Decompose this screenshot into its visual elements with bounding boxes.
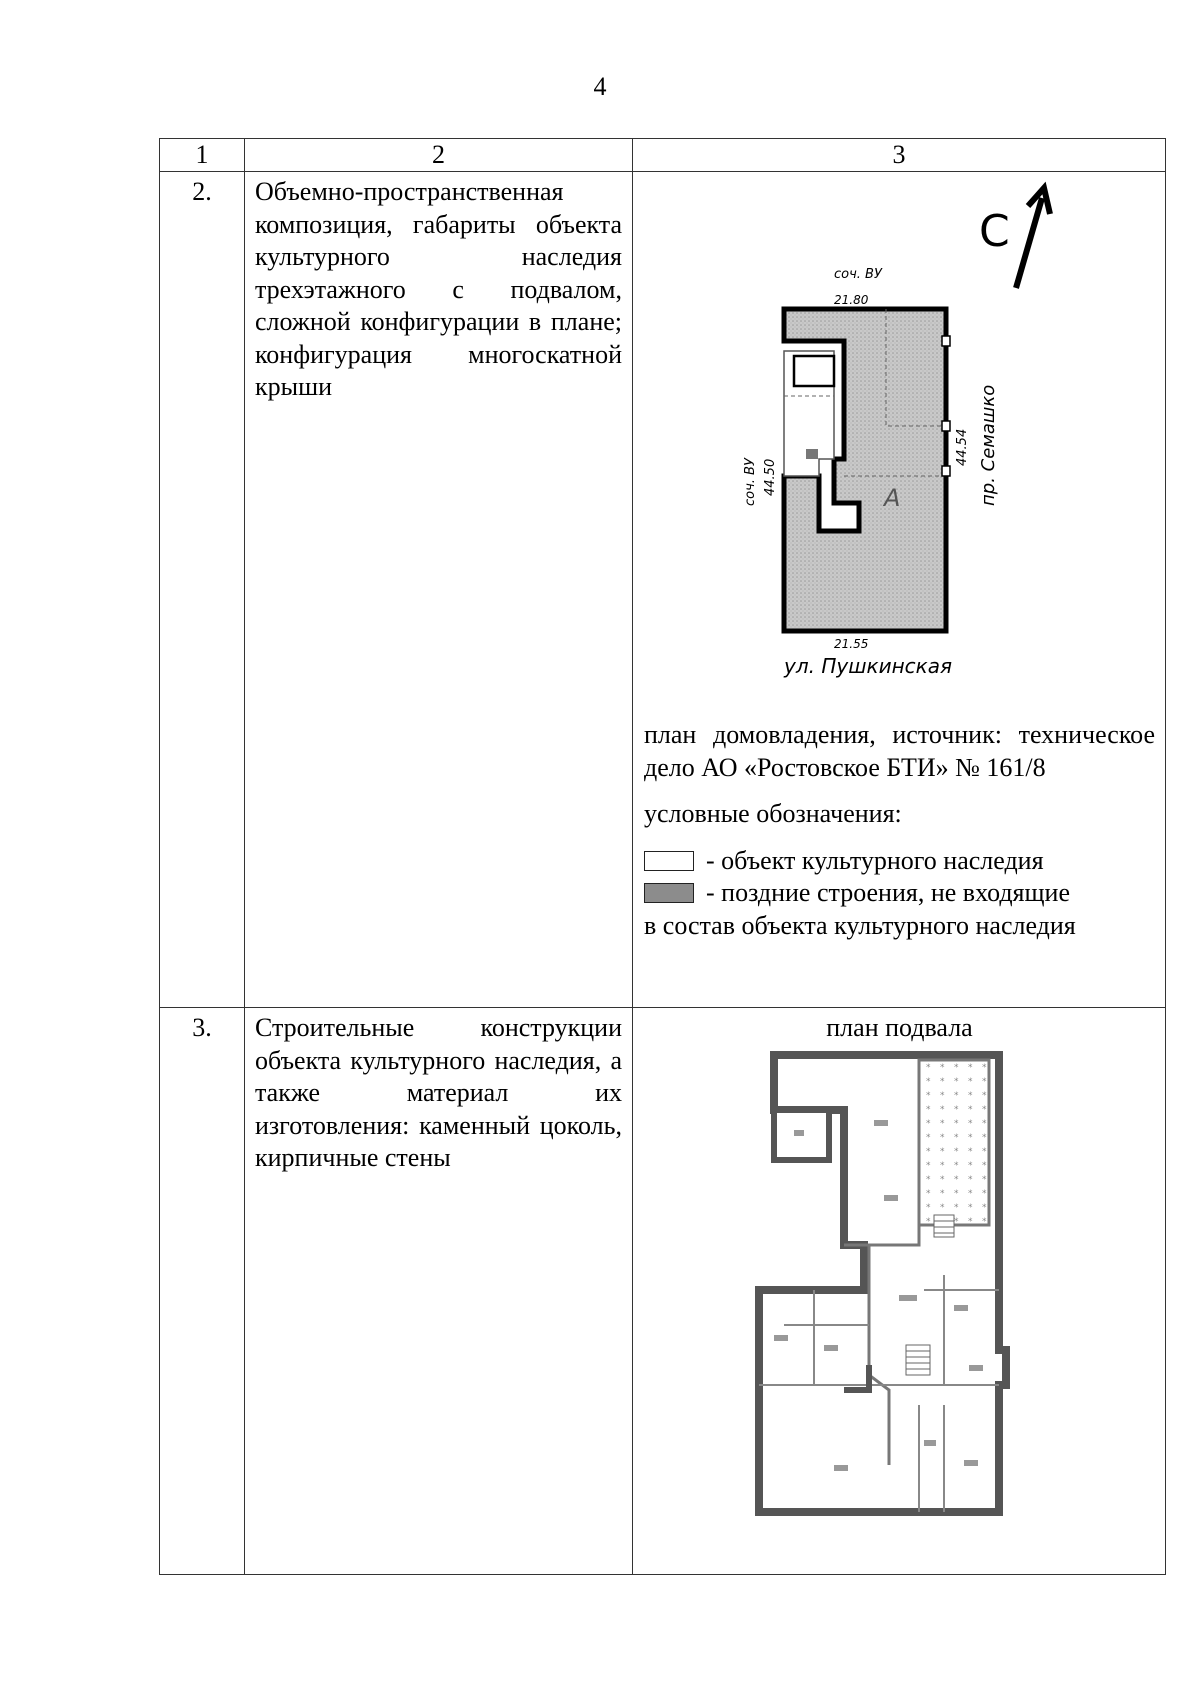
basement-plan-drawing [644,1045,1155,1555]
row-number: 2. [160,172,245,1008]
page-number: 4 [593,72,607,101]
neighbor-top-label: соч. ВУ [834,267,882,282]
street-right-label: пр. Семашко [978,384,999,506]
row-description: Строительные конструкции объекта культурного наследия, а также материал их изготовления: каменный цоколь, кирпичные стены [245,1008,633,1575]
legend-swatch-later [644,883,694,903]
table-row [160,172,1166,1008]
legend-swatch-heritage [644,851,694,871]
legend-tail: в состав объекта культурного наследия [644,910,1076,940]
neighbor-left-label: соч. ВУ [743,458,758,506]
legend-item [644,845,1155,878]
header-col-1: 1 [160,139,245,172]
staircase-icon [906,1345,930,1375]
dim-left: 44.50 [763,458,778,496]
row-number: 3. [160,1008,245,1575]
basement-plan-caption: план подвала [826,1013,973,1042]
dim-bottom: 21.55 [834,637,869,651]
plan-caption: план домовладения, источник: техническое дело АО «Ростовское БТИ» № 161/8 [644,720,1155,782]
north-label: С [979,206,1010,257]
site-plan-drawing [644,176,1155,719]
row-description: Объемно-пространственная композиция, габариты объекта культурного наследия трехэтажного с подвалом, сложной конфигурации в плане; конфигурация многоскатной крыши [245,172,633,1008]
dim-top: 21.80 [834,293,869,307]
legend-text: - объект культурного наследия [706,845,1044,875]
row-illustration-cell [633,1008,1166,1575]
legend-text: - поздние строения, не входящие [706,878,1070,907]
site-plan-figure [644,176,1155,719]
dim-right: 44.54 [955,428,970,466]
row-illustration-cell [633,172,1166,1008]
room-letter: А [884,484,901,512]
header-col-3: 3 [633,139,1166,172]
header-col-2: 2 [245,139,633,172]
legend-item [644,877,1155,910]
street-bottom-label: ул. Пушкинская [784,654,953,678]
table-header-row [160,139,1166,172]
basement-plan-figure [644,1045,1155,1555]
heritage-table [159,138,1166,1575]
legend-title: условные обозначения: [644,799,902,828]
table-row [160,1008,1166,1575]
north-arrow-icon [1016,198,1042,288]
